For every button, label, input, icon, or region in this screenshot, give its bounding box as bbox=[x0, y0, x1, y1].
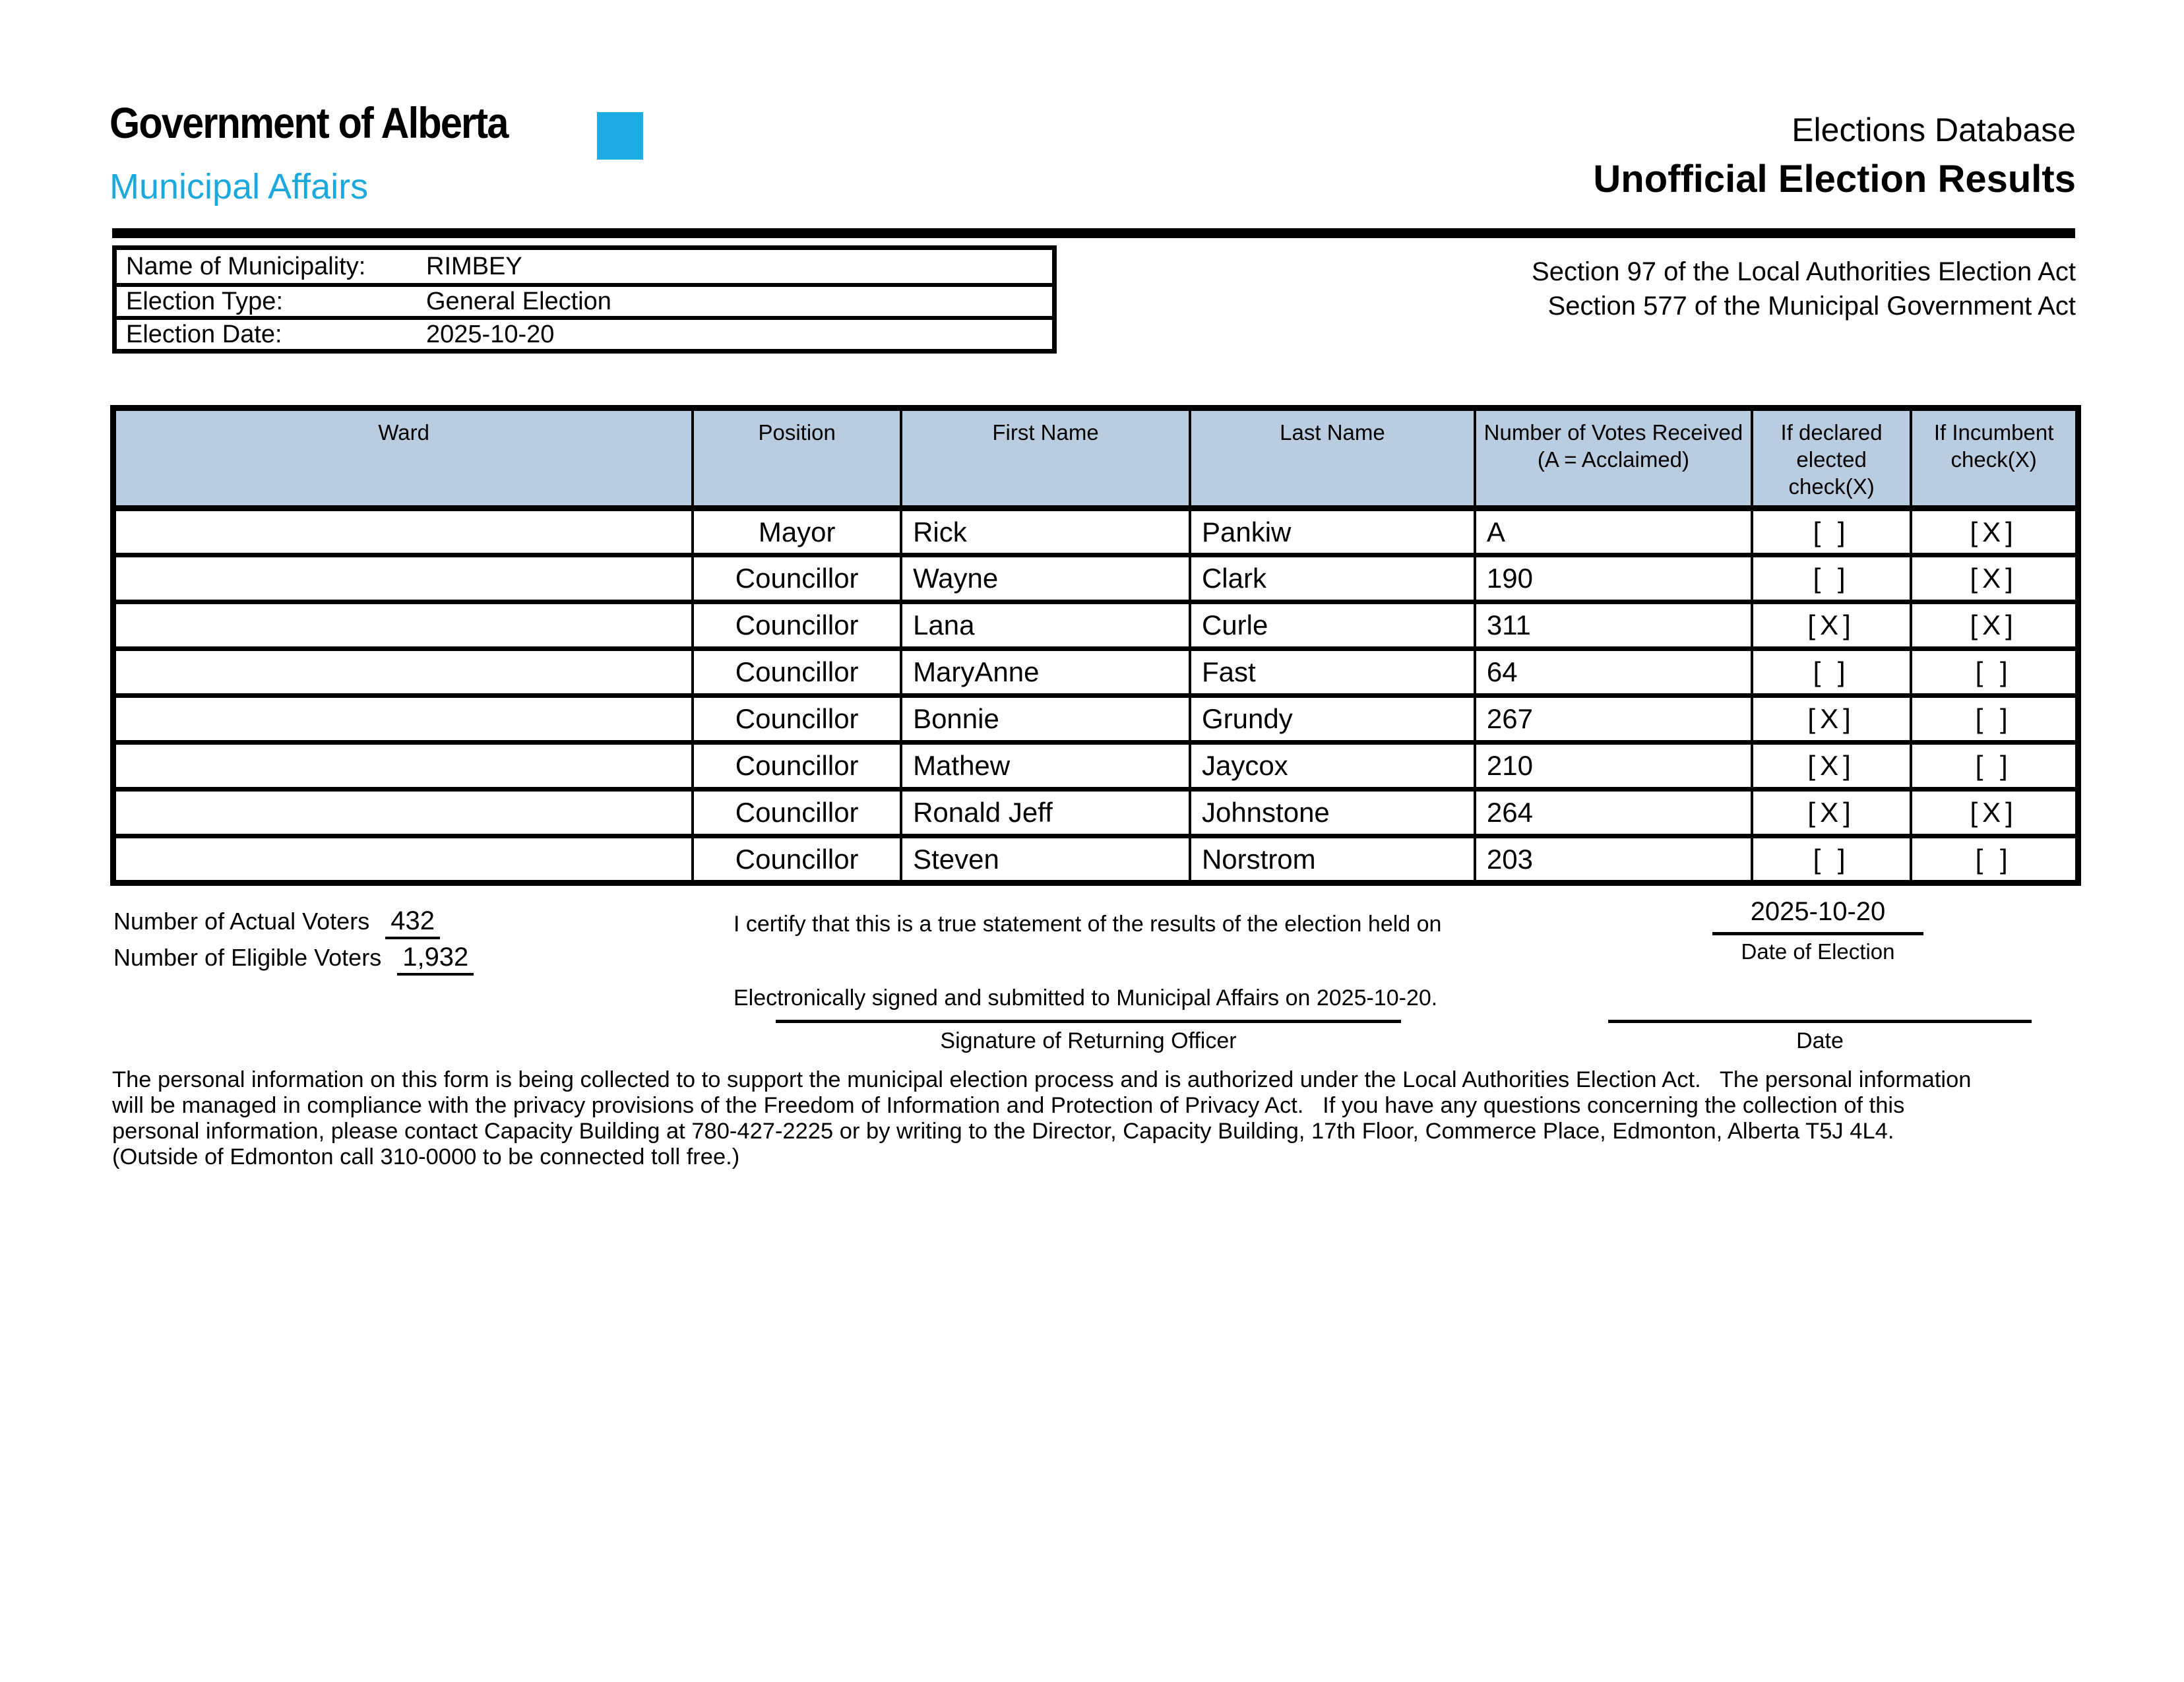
table-row bbox=[113, 696, 2078, 743]
col-header-incumbent: If Incumbent check(X) bbox=[1911, 408, 2078, 509]
cell-incumbent-checkbox: [X] bbox=[1911, 602, 2078, 649]
table-row bbox=[113, 743, 2078, 790]
cell-first-name: Lana bbox=[901, 602, 1190, 649]
cell-last-name: Curle bbox=[1190, 602, 1475, 649]
cell-votes: A bbox=[1475, 509, 1752, 555]
date-of-election-label: Date of Election bbox=[1741, 939, 1895, 964]
cell-last-name: Pankiw bbox=[1190, 509, 1475, 555]
eligible-voters-row bbox=[113, 943, 474, 972]
col-header-position: Position bbox=[693, 408, 901, 509]
cell-position: Councillor bbox=[693, 743, 901, 790]
cell-votes: 264 bbox=[1475, 790, 1752, 836]
cell-ward bbox=[113, 743, 693, 790]
info-row-election-date bbox=[117, 316, 1052, 349]
cell-declared-elected-checkbox: [ ] bbox=[1752, 649, 1911, 696]
cell-declared-elected-checkbox: [ ] bbox=[1752, 555, 1911, 602]
cell-ward bbox=[113, 555, 693, 602]
cell-votes: 64 bbox=[1475, 649, 1752, 696]
cell-last-name: Norstrom bbox=[1190, 836, 1475, 883]
col-header-last-name: Last Name bbox=[1190, 408, 1475, 509]
eligible-voters-value: 1,932 bbox=[397, 943, 474, 976]
actual-voters-value: 432 bbox=[385, 906, 440, 939]
legal-reference-line2: Section 577 of the Municipal Government Act bbox=[1547, 292, 2076, 321]
cell-position: Councillor bbox=[693, 696, 901, 743]
cell-position: Mayor bbox=[693, 509, 901, 555]
cell-first-name: Bonnie bbox=[901, 696, 1190, 743]
table-header-row bbox=[113, 408, 2078, 509]
cell-last-name: Fast bbox=[1190, 649, 1475, 696]
cell-ward bbox=[113, 509, 693, 555]
certification-statement: I certify that this is a true statement of the results of the election held on bbox=[733, 912, 1442, 937]
actual-voters-row bbox=[113, 906, 474, 936]
cell-last-name: Johnstone bbox=[1190, 790, 1475, 836]
col-header-first-name: First Name bbox=[901, 408, 1190, 509]
voter-summary bbox=[113, 906, 474, 979]
cell-votes: 210 bbox=[1475, 743, 1752, 790]
cell-first-name: Steven bbox=[901, 836, 1190, 883]
cell-declared-elected-checkbox: [X] bbox=[1752, 790, 1911, 836]
cell-votes: 190 bbox=[1475, 555, 1752, 602]
signature-date-line: Date bbox=[1608, 1020, 2032, 1054]
legal-references bbox=[1532, 255, 2076, 323]
info-row-municipality bbox=[117, 250, 1052, 283]
cell-votes: 203 bbox=[1475, 836, 1752, 883]
eligible-voters-label: Number of Eligible Voters bbox=[113, 944, 382, 971]
election-type-label: Election Type: bbox=[126, 287, 284, 315]
election-type-value: General Election bbox=[426, 287, 611, 315]
cell-first-name: Ronald Jeff bbox=[901, 790, 1190, 836]
cell-declared-elected-checkbox: [ ] bbox=[1752, 509, 1911, 555]
date-of-election-block bbox=[1712, 897, 1923, 964]
table-row bbox=[113, 649, 2078, 696]
municipality-value: RIMBEY bbox=[426, 252, 522, 280]
election-date-value: 2025-10-20 bbox=[426, 320, 555, 348]
info-row-election-type bbox=[117, 283, 1052, 316]
cell-first-name: MaryAnne bbox=[901, 649, 1190, 696]
header-divider bbox=[112, 228, 2075, 238]
cell-position: Councillor bbox=[693, 836, 901, 883]
department-name: Municipal Affairs bbox=[109, 167, 369, 206]
cell-declared-elected-checkbox: [ ] bbox=[1752, 836, 1911, 883]
doc-title-line1: Elections Database bbox=[1792, 111, 2076, 148]
privacy-notice: The personal information on this form is being collected to to support the municipal election process and is authorized under the Local Authorities Election Act. The personal information will be managed in compliance with the privacy provisions of the Freedom of Information and Protection of Privacy Act. If you have any questions concerning the collection of this personal information, please contact Capacity Building at 780-427-2225 or by writing to the Director, Capacity Building, 17th Floor, Commerce Place, Edmonton, Alberta T5J 4L4. (Outside of Edmonton call 310-0000 to be connected toll free.) bbox=[112, 1067, 1978, 1169]
returning-officer-signature-line: Signature of Returning Officer bbox=[776, 1020, 1401, 1054]
cell-position: Councillor bbox=[693, 602, 901, 649]
cell-incumbent-checkbox: [ ] bbox=[1911, 743, 2078, 790]
cell-declared-elected-checkbox: [X] bbox=[1752, 743, 1911, 790]
date-of-election-value: 2025-10-20 bbox=[1712, 897, 1923, 935]
cell-incumbent-checkbox: [X] bbox=[1911, 790, 2078, 836]
col-header-ward: Ward bbox=[113, 408, 693, 509]
cell-position: Councillor bbox=[693, 649, 901, 696]
cell-first-name: Rick bbox=[901, 509, 1190, 555]
cell-incumbent-checkbox: [ ] bbox=[1911, 836, 2078, 883]
cell-last-name: Clark bbox=[1190, 555, 1475, 602]
municipality-label: Name of Municipality: bbox=[126, 252, 366, 280]
cell-first-name: Wayne bbox=[901, 555, 1190, 602]
cell-ward bbox=[113, 602, 693, 649]
col-header-declared-elected: If declared elected check(X) bbox=[1752, 408, 1911, 509]
doc-title-line2: Unofficial Election Results bbox=[1593, 158, 2076, 201]
cell-last-name: Grundy bbox=[1190, 696, 1475, 743]
cell-first-name: Mathew bbox=[901, 743, 1190, 790]
cell-declared-elected-checkbox: [X] bbox=[1752, 696, 1911, 743]
cell-ward bbox=[113, 649, 693, 696]
cell-ward bbox=[113, 696, 693, 743]
cell-position: Councillor bbox=[693, 790, 901, 836]
cell-votes: 311 bbox=[1475, 602, 1752, 649]
table-row bbox=[113, 509, 2078, 555]
electronic-signature-note: Electronically signed and submitted to Municipal Affairs on 2025-10-20. bbox=[733, 985, 1438, 1011]
col-header-votes: Number of Votes Received (A = Acclaimed) bbox=[1475, 408, 1752, 509]
cell-position: Councillor bbox=[693, 555, 901, 602]
legal-reference-line1: Section 97 of the Local Authorities Election Act bbox=[1532, 257, 2076, 286]
brand-square-icon bbox=[597, 112, 643, 160]
government-of-alberta-logo: Government of Alberta bbox=[109, 98, 508, 147]
cell-incumbent-checkbox: [X] bbox=[1911, 555, 2078, 602]
table-row bbox=[113, 836, 2078, 883]
cell-declared-elected-checkbox: [X] bbox=[1752, 602, 1911, 649]
table-row bbox=[113, 555, 2078, 602]
municipality-info-box bbox=[112, 245, 1057, 354]
cell-ward bbox=[113, 790, 693, 836]
document-title bbox=[1593, 111, 2076, 201]
cell-incumbent-checkbox: [X] bbox=[1911, 509, 2078, 555]
cell-last-name: Jaycox bbox=[1190, 743, 1475, 790]
results-table bbox=[110, 405, 2081, 886]
cell-votes: 267 bbox=[1475, 696, 1752, 743]
election-date-label: Election Date: bbox=[126, 320, 282, 348]
table-row bbox=[113, 602, 2078, 649]
cell-incumbent-checkbox: [ ] bbox=[1911, 696, 2078, 743]
cell-ward bbox=[113, 836, 693, 883]
actual-voters-label: Number of Actual Voters bbox=[113, 908, 370, 935]
cell-incumbent-checkbox: [ ] bbox=[1911, 649, 2078, 696]
table-row bbox=[113, 790, 2078, 836]
